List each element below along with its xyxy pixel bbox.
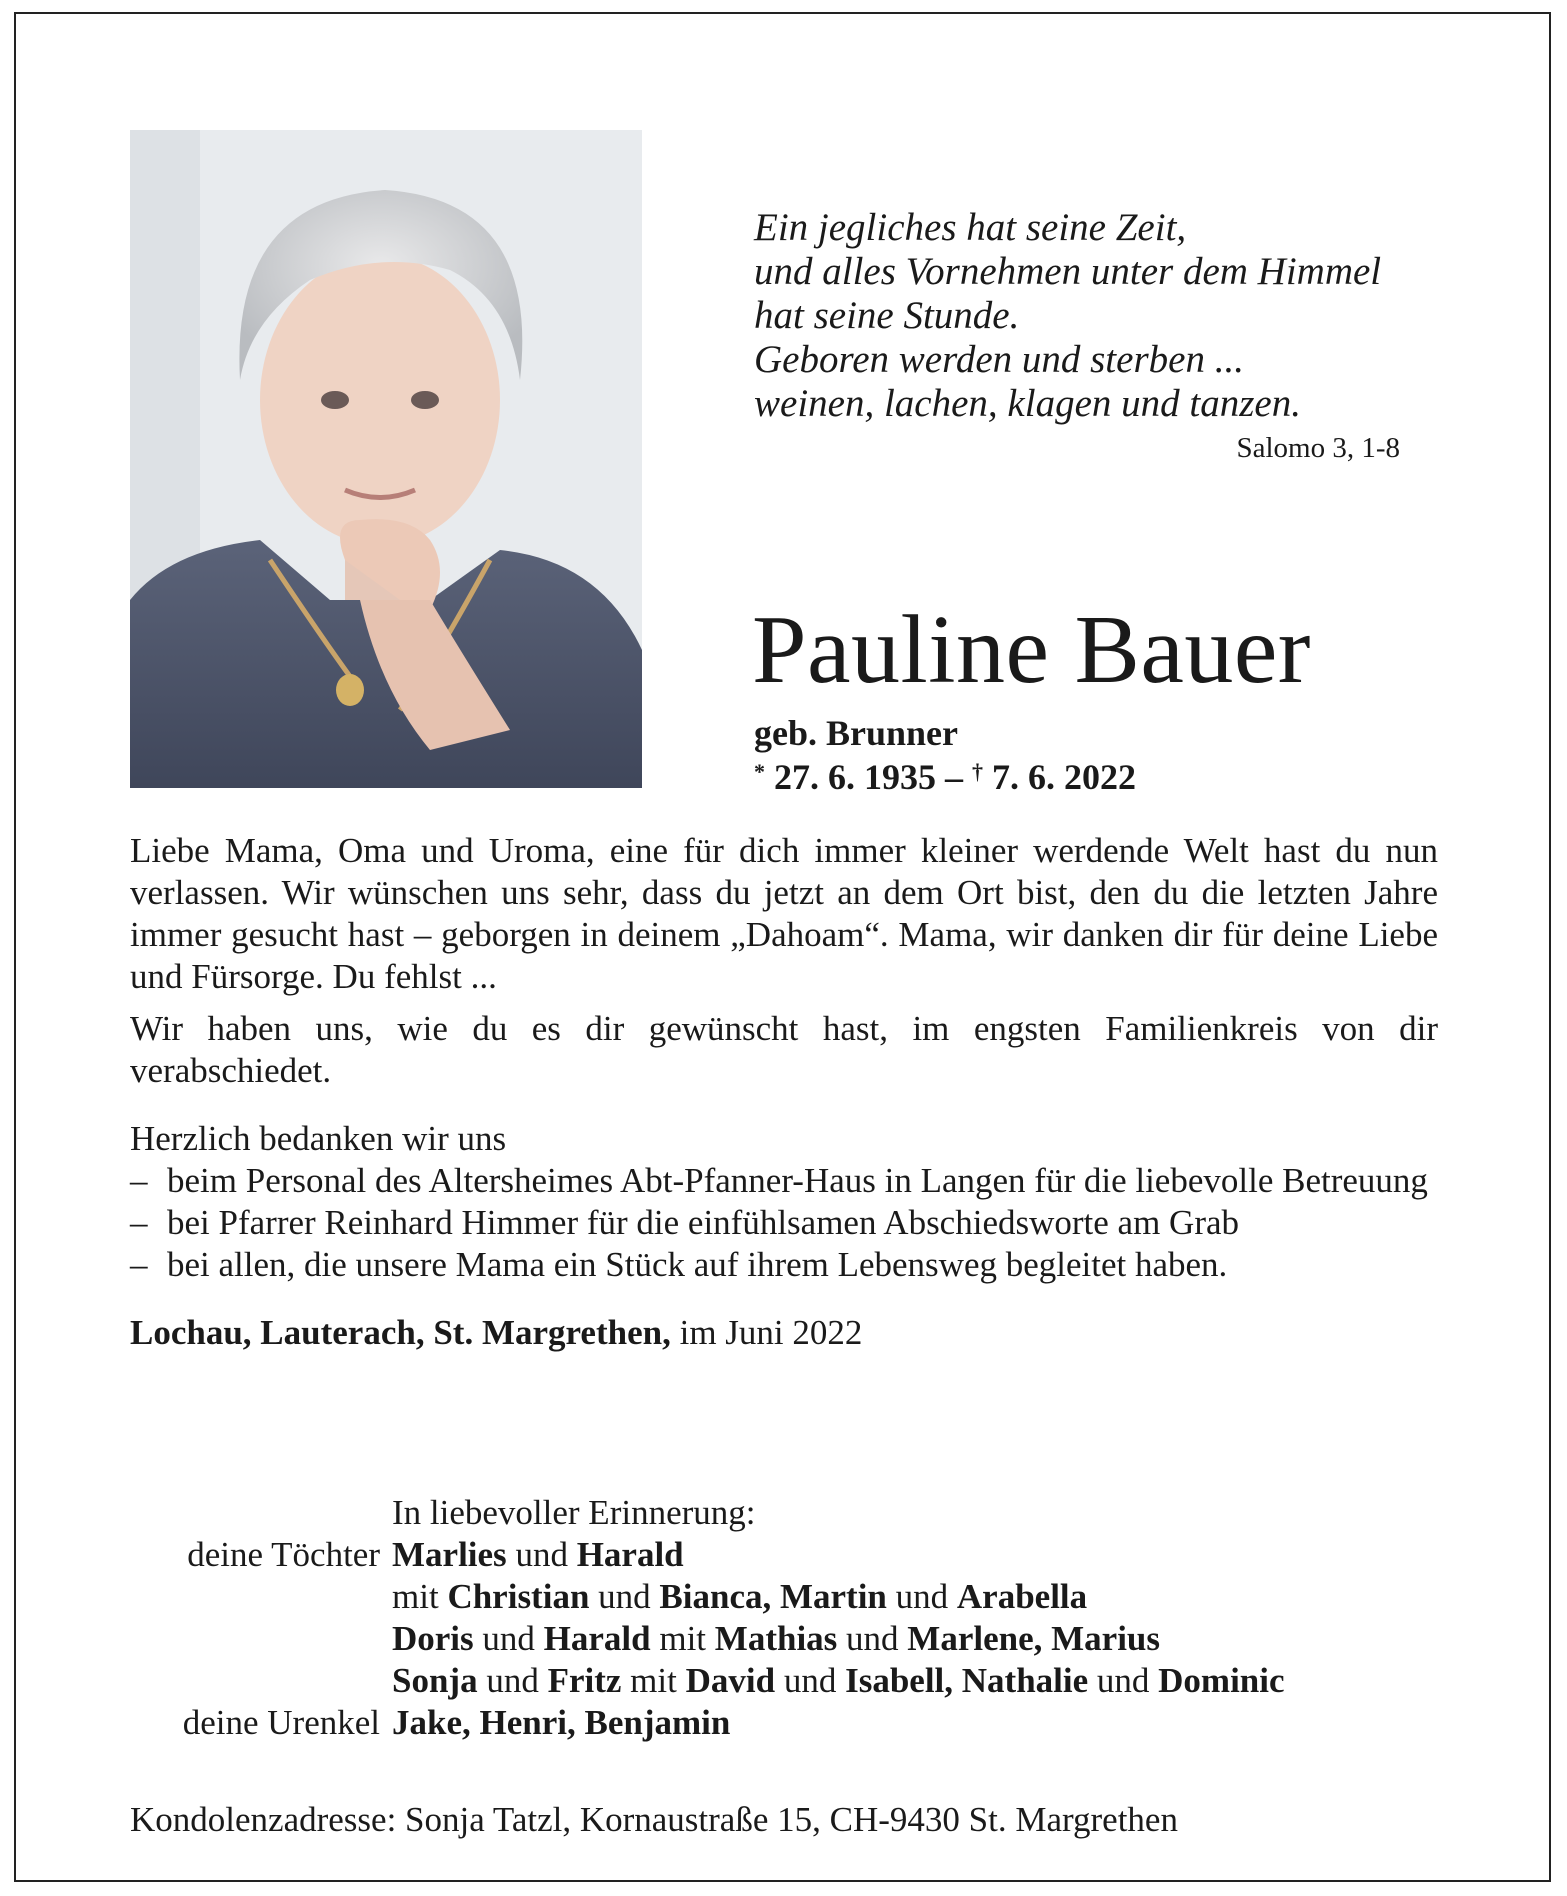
thanks-intro: Herzlich bedanken wir uns xyxy=(130,1119,507,1158)
greatgrandchildren-label: deine Urenkel xyxy=(182,1703,380,1742)
month: im Juni 2022 xyxy=(679,1313,863,1352)
family-line: mit Christian und Bianca, Martin und Arabella xyxy=(392,1577,1088,1616)
life-dates xyxy=(754,756,1136,798)
portrait-photo xyxy=(130,130,642,788)
deceased-name: Pauline Bauer xyxy=(752,596,1311,704)
list-item: – bei Pfarrer Reinhard Himmer für die einfühlsamen Abschiedsworte am Grab xyxy=(130,1202,1438,1244)
quote-line: Geboren werden und sterben ... xyxy=(754,338,1244,381)
quote-line: hat seine Stunde. xyxy=(754,294,1020,337)
family-row xyxy=(130,1702,1450,1744)
condolence-address: Kondolenzadresse: Sonja Tatzl, Kornaustraße 15, CH-9430 St. Margrethen xyxy=(130,1800,1178,1839)
family-row xyxy=(130,1618,1450,1660)
family-row xyxy=(130,1534,1450,1576)
notice-body xyxy=(130,830,1438,1354)
date-separator: – xyxy=(945,757,963,797)
paragraph-farewell: Liebe Mama, Oma und Uroma, eine für dich immer kleiner werdende Welt hast du nun verlassen. Wir wünschen uns sehr, dass du jetzt an dem Ort bist, den du die letzten Jahre immer gesucht hast – geborgen in deinem „Dahoam“. Mama, wir danken dir für deine Liebe und Fürsorge. Du fehlst ... xyxy=(130,831,1438,996)
family-row xyxy=(130,1492,1450,1534)
family-line: Doris und Harald mit Mathias und Marlene, Marius xyxy=(392,1619,1161,1658)
quote-line: Ein jegliches hat seine Zeit, xyxy=(754,206,1187,249)
family-list xyxy=(130,1492,1450,1744)
family-row xyxy=(130,1660,1450,1702)
quote-line: und alles Vornehmen unter dem Himmel xyxy=(754,250,1382,293)
thanks-list xyxy=(130,1160,1438,1286)
places: Lochau, Lauterach, St. Margrethen, xyxy=(130,1313,671,1352)
quote-source: Salomo 3, 1-8 xyxy=(1236,432,1400,464)
birth-mark: * xyxy=(754,759,765,784)
death-date: 7. 6. 2022 xyxy=(992,757,1136,797)
family-line: Jake, Henri, Benjamin xyxy=(392,1703,731,1742)
paragraph-ceremony: Wir haben uns, wie du es dir gewünscht hast, im engsten Familienkreis von dir verabschiedet. xyxy=(130,1009,1438,1090)
family-line: Marlies und Harald xyxy=(392,1535,684,1574)
birth-date: 27. 6. 1935 xyxy=(774,757,936,797)
death-mark: † xyxy=(972,759,983,784)
bible-quote xyxy=(754,206,1454,426)
quote-line: weinen, lachen, klagen und tanzen. xyxy=(754,382,1301,425)
family-row xyxy=(130,1576,1450,1618)
maiden-name: geb. Brunner xyxy=(754,713,959,753)
list-item: – beim Personal des Altersheimes Abt-Pfanner-Haus in Langen für die liebevolle Betreuung xyxy=(130,1160,1438,1202)
place-date-line xyxy=(130,1312,1438,1354)
family-line: Sonja und Fritz mit David und Isabell, Nathalie und Dominic xyxy=(392,1661,1285,1700)
family-intro: In liebevoller Erinnerung: xyxy=(392,1493,756,1532)
daughters-label: deine Töchter xyxy=(187,1535,380,1574)
list-item: – bei allen, die unsere Mama ein Stück auf ihrem Lebensweg begleitet haben. xyxy=(130,1244,1438,1286)
